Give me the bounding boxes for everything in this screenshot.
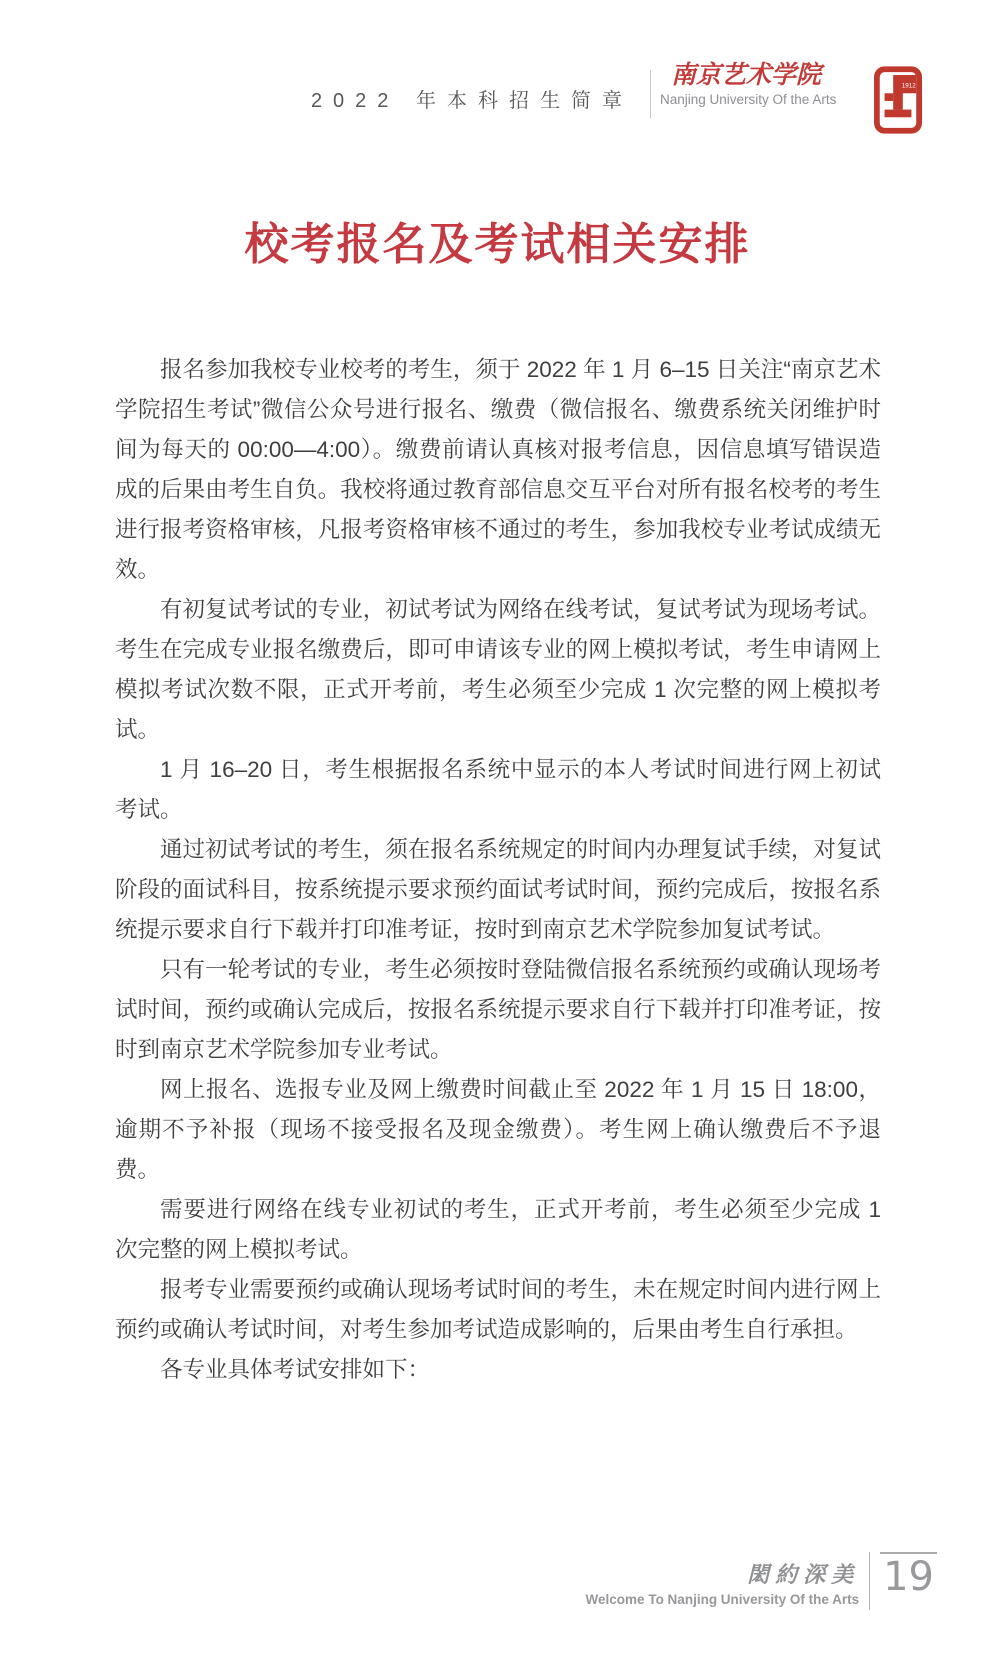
paragraph: 只有一轮考试的专业，考生必须按时登陆微信报名系统预约或确认现场考试时间，预约或确认完成后，按报名系统提示要求自行下载并打印准考证，按时到南京艺术学院参加专业考试。 [115, 957, 881, 1062]
paragraph: 需要进行网络在线专业初试的考生，正式开考前，考生必须至少完成 1 次完整的网上模拟考试。 [115, 1197, 881, 1262]
paragraph: 各专业具体考试安排如下： [160, 1357, 431, 1382]
header-divider [650, 70, 651, 118]
paragraph: 报名参加我校专业校考的考生，须于 2022 年 1 月 6–15 日关注“南京艺术学院招生考试”微信公众号进行报名、缴费（微信报名、缴费系统关闭维护时间为每天的 00:00—4:00）。缴费前请认真核对报考信息，因信息填写错误造成的后果由考生自负。我校将通过教育部信息交互平台对所有报名校考的考生进行报考资格审核，凡报考资格审核不通过的考生，参加我校专业考试成绩无效。 [115, 357, 881, 582]
footer-text-block [586, 1552, 860, 1607]
paragraph: 有初复试考试的专业，初试考试为网络在线考试，复试考试为现场考试。考生在完成专业报名缴费后，即可申请该专业的网上模拟考试，考生申请网上模拟考试次数不限，正式开考前，考生必须至少完成 1 次完整的网上模拟考试。 [115, 597, 881, 742]
seal-year-label: 1912 [901, 82, 916, 90]
footer-divider [869, 1552, 870, 1610]
university-seal-icon [874, 66, 922, 134]
page-footer [586, 1552, 937, 1610]
page-title: 校考报名及考试相关安排 [244, 219, 751, 270]
body-text [115, 350, 881, 1390]
paragraph: 网上报名、选报专业及网上缴费时间截止至 2022 年 1 月 15 日 18:00，逾期不予补报（现场不接受报名及现金缴费）。考生网上确认缴费后不予退费。 [115, 1077, 881, 1182]
footer-welcome-text: Welcome To Nanjing University Of the Arts [585, 1592, 860, 1607]
university-logo [660, 60, 837, 107]
page-header [0, 0, 995, 145]
paragraph: 通过初试考试的考生，须在报名系统规定的时间内办理复试手续，对复试阶段的面试科目，按系统提示要求预约面试考试时间，预约完成后，按报名系统提示要求自行下载并打印准考证，按时到南京艺术学院参加复试考试。 [115, 837, 881, 942]
brochure-title: 2022 年本科招生简章 [310, 90, 633, 112]
university-name-cn: 南京艺术学院 [670, 60, 821, 89]
school-motto: 閎約深美 [747, 1562, 860, 1588]
page-number: 19 [880, 1552, 937, 1598]
paragraph: 1 月 16–20 日，考生根据报名系统中显示的本人考试时间进行网上初试考试。 [115, 757, 881, 822]
university-name-en: Nanjing University Of the Arts [660, 92, 837, 107]
paragraph: 报考专业需要预约或确认现场考试时间的考生，未在规定时间内进行网上预约或确认考试时间，对考生参加考试造成影响的，后果由考生自行承担。 [115, 1277, 881, 1342]
